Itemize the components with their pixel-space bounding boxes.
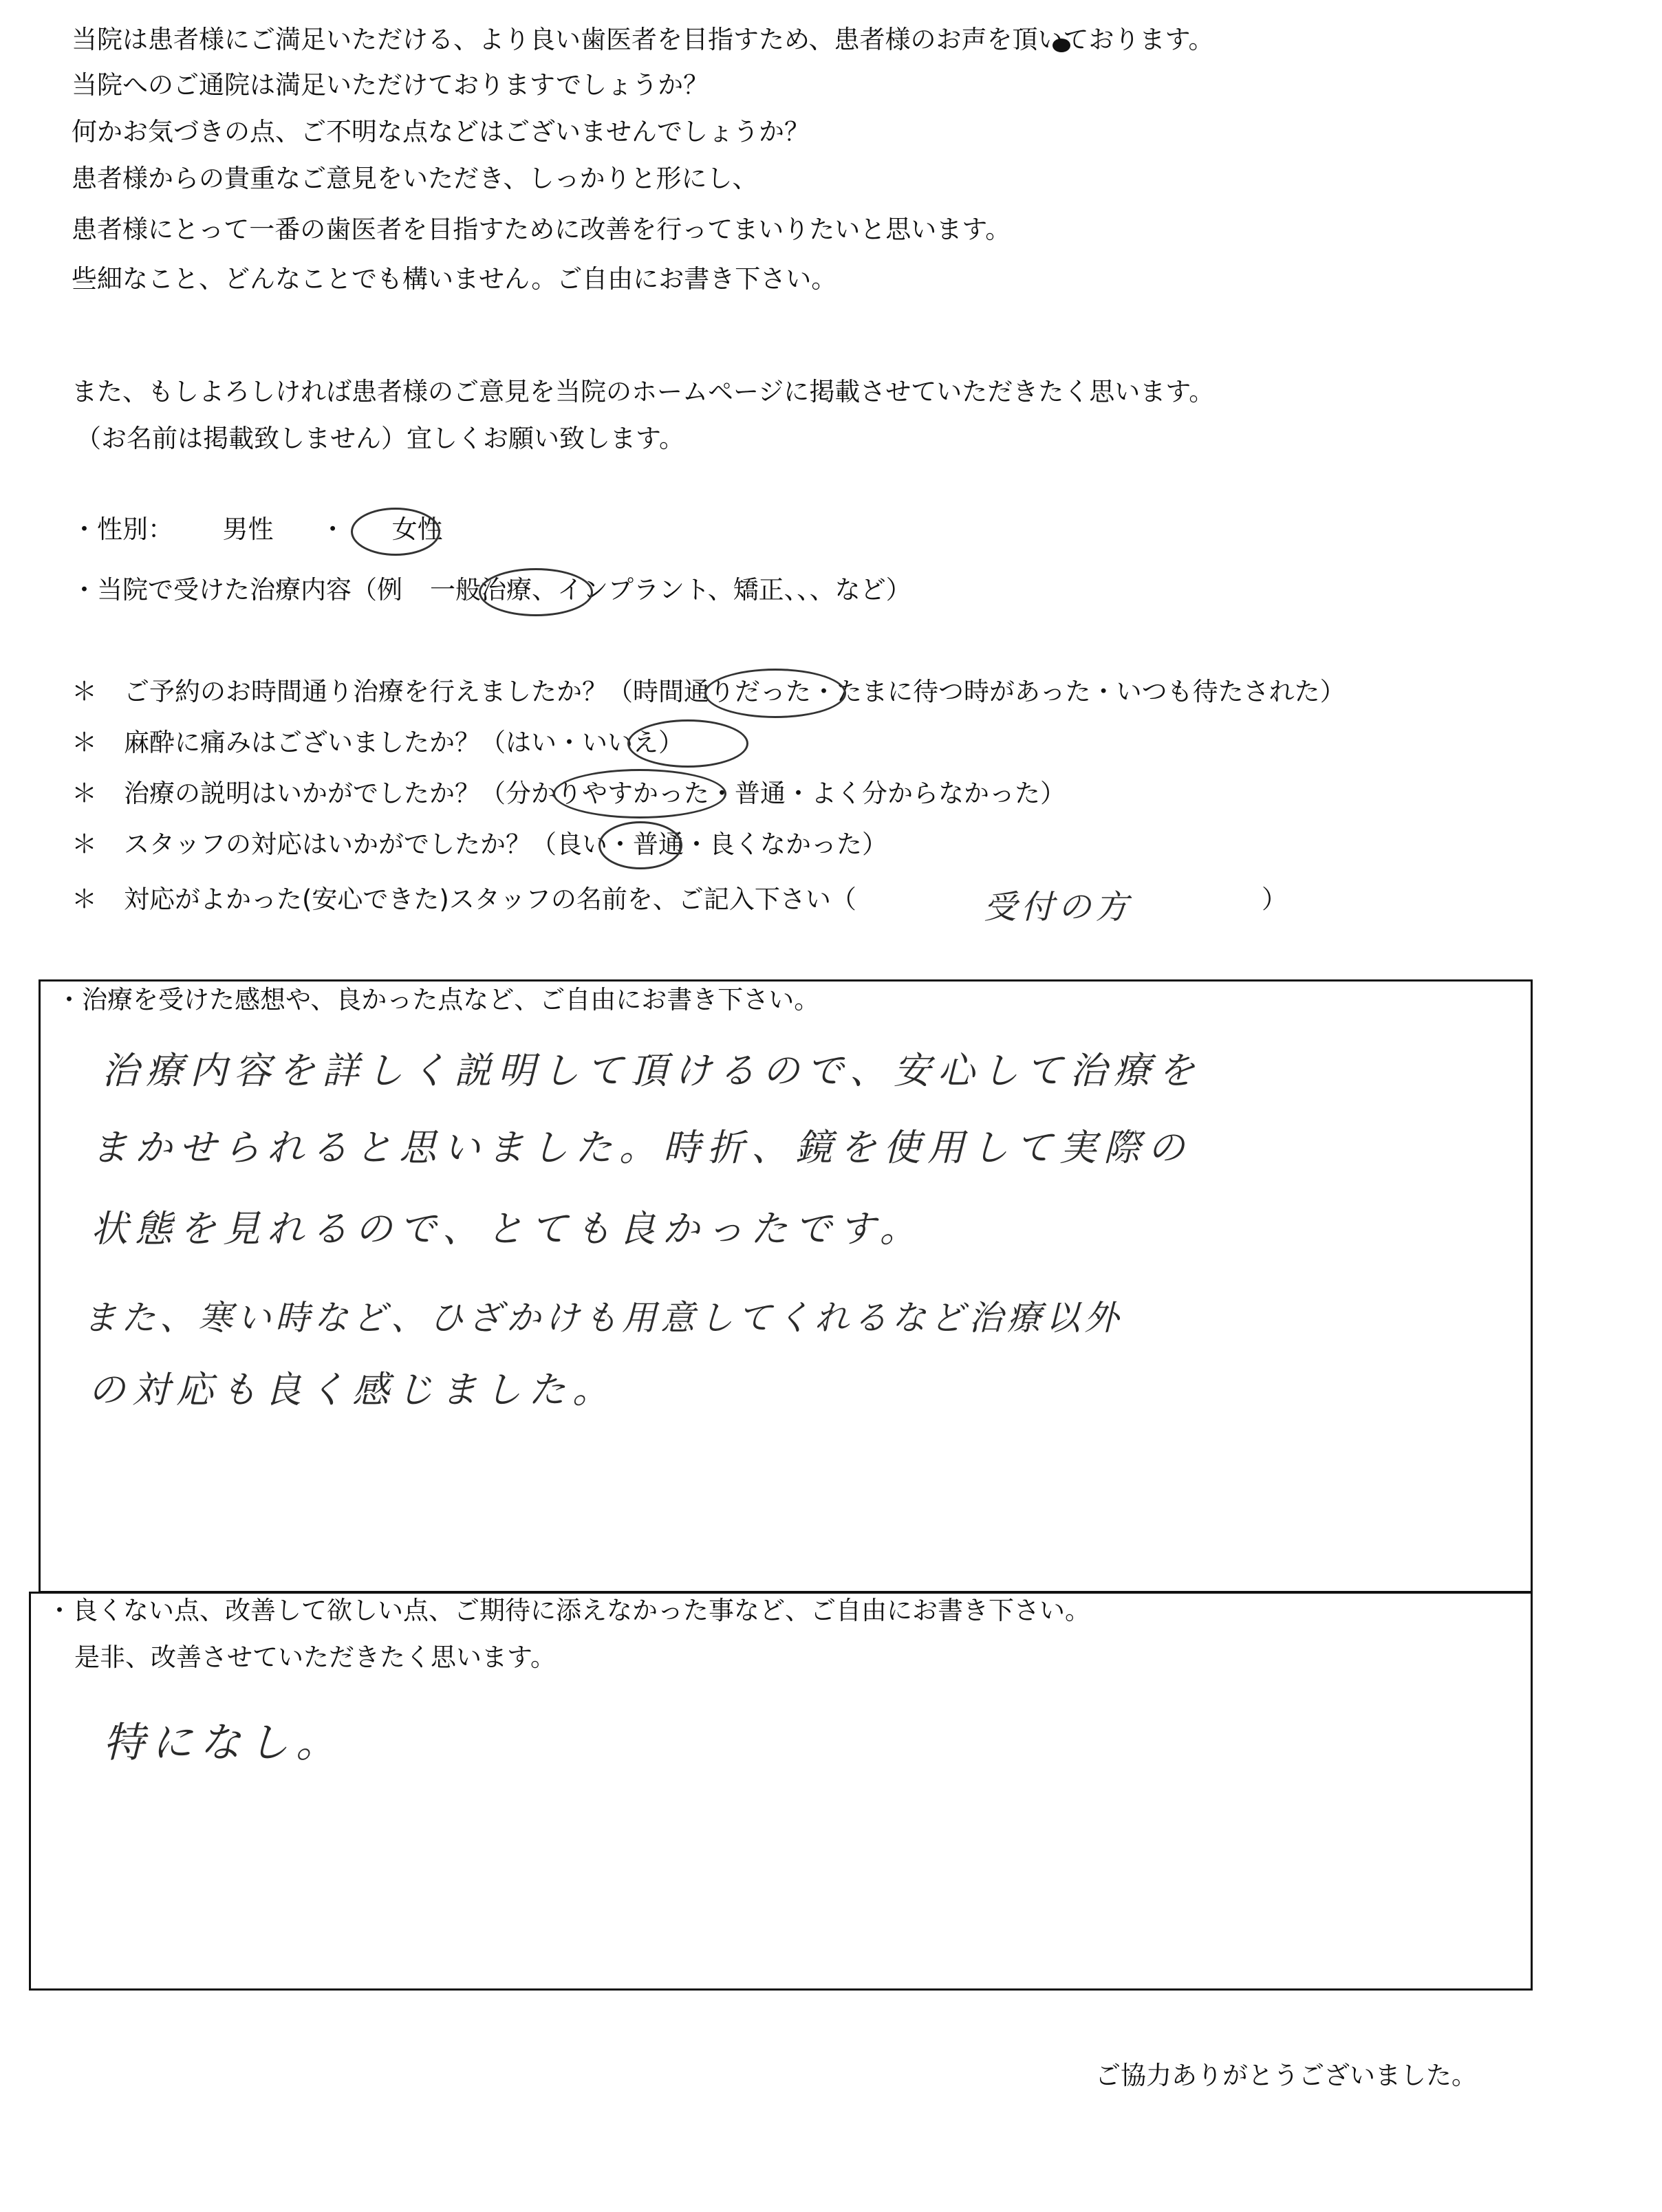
q4-circle bbox=[598, 821, 682, 869]
intro-line-6: 些細なこと、どんなことでも構いません。ご自由にお書き下さい。 bbox=[72, 264, 837, 294]
intro-line-2: 当院へのご通院は満足いただけておりますでしょうか？ bbox=[72, 70, 709, 100]
q2-circle bbox=[627, 719, 748, 768]
gender-separator: ・ bbox=[320, 514, 346, 544]
closing-text: ご協力ありがとうございました。 bbox=[1095, 2061, 1477, 2090]
gender-label: ・性別： bbox=[72, 514, 173, 544]
q2-circled: いいえ bbox=[582, 728, 658, 757]
homepage-line-2: （お名前は掲載致しません）宜しくお願い致します。 bbox=[76, 424, 685, 453]
intro-line-5: 患者様にとって一番の歯医者を目指すために改善を行ってまいりたいと思います。 bbox=[72, 215, 1011, 244]
q1-circle bbox=[704, 669, 846, 718]
question-5: ＊ 対応がよかった(安心できた)スタッフの名前を、ご記入下さい（ bbox=[72, 885, 856, 914]
q1-circled: 時間通り bbox=[633, 677, 735, 706]
intro-line-3: 何かお気づきの点、ご不明な点などはございませんでしょうか？ bbox=[72, 117, 810, 147]
question-bullet: ＊ bbox=[72, 779, 97, 808]
question-2: ＊ 麻酔に痛みはございましたか？（はい・いいえ） bbox=[72, 728, 684, 757]
good-points-handwriting-2: まかせられると思いました。時折、鏡を使用して実際の bbox=[91, 1126, 1191, 1169]
staff-name-close: ） bbox=[1262, 885, 1287, 914]
good-points-label: ・治療を受けた感想や、良かった点など、ご自由にお書き下さい。 bbox=[56, 985, 820, 1015]
q3-circle bbox=[553, 769, 726, 818]
staff-name-answer: 受付の方 bbox=[984, 888, 1133, 926]
q3-circled: 分かりやす bbox=[506, 779, 633, 808]
question-bullet: ＊ bbox=[72, 728, 97, 757]
bad-points-label-2: 是非、改善させていただきたく思います。 bbox=[74, 1642, 557, 1672]
bad-points-handwriting: 特になし。 bbox=[103, 1719, 344, 1767]
gender-female: 女性 bbox=[391, 514, 443, 544]
intro-line-1: 当院は患者様にご満足いただける、より良い歯医者を目指すため、患者様のお声を頂いております。 bbox=[72, 25, 1214, 54]
good-points-handwriting-4: また、寒い時など、ひざかけも用意してくれるなど治療以外 bbox=[83, 1298, 1123, 1338]
question-bullet: ＊ bbox=[72, 677, 97, 706]
question-4: ＊ スタッフの対応はいかがでしたか？（良い・普通・良くなかった） bbox=[72, 830, 887, 859]
treatment-circle bbox=[479, 568, 593, 616]
treatment-rest: 、インプラント、矯正、、、など） bbox=[532, 575, 911, 605]
intro-line-4: 患者様からの貴重なご意見をいただき、しっかりと形にし、 bbox=[72, 164, 758, 193]
gender-male: 男性 bbox=[222, 514, 274, 544]
treatment-label: ・当院で受けた治療内容（例 bbox=[72, 575, 402, 605]
homepage-line-1: また、もしよろしければ患者様のご意見を当院のホームページに掲載させていただきたく思います。 bbox=[72, 377, 1215, 406]
gender-female-circle bbox=[351, 508, 440, 556]
question-bullet: ＊ bbox=[72, 830, 97, 859]
treatment-circled: 一般治療 bbox=[430, 575, 532, 605]
good-points-handwriting-1: 治療内容を詳しく説明して頂けるので、安心して治療を bbox=[102, 1049, 1202, 1092]
good-points-handwriting-5: の対応も良く感じました。 bbox=[88, 1368, 616, 1411]
good-points-handwriting-3: 状態を見れるので、とても良かったです。 bbox=[91, 1207, 924, 1250]
bad-points-label: ・良くない点、改善して欲しい点、ご期待に添えなかった事など、ご自由にお書き下さい。 bbox=[47, 1596, 1090, 1625]
question-3: ＊ 治療の説明はいかがでしたか？（分かりやすかった・普通・よく分からなかった） bbox=[72, 779, 1066, 808]
q4-circled: 良い bbox=[557, 830, 607, 859]
question-bullet: ＊ bbox=[72, 885, 97, 914]
question-1: ＊ ご予約のお時間通り治療を行えましたか？（時間通りだった・たまに待つ時があった・いつも待たされた） bbox=[72, 677, 1346, 706]
